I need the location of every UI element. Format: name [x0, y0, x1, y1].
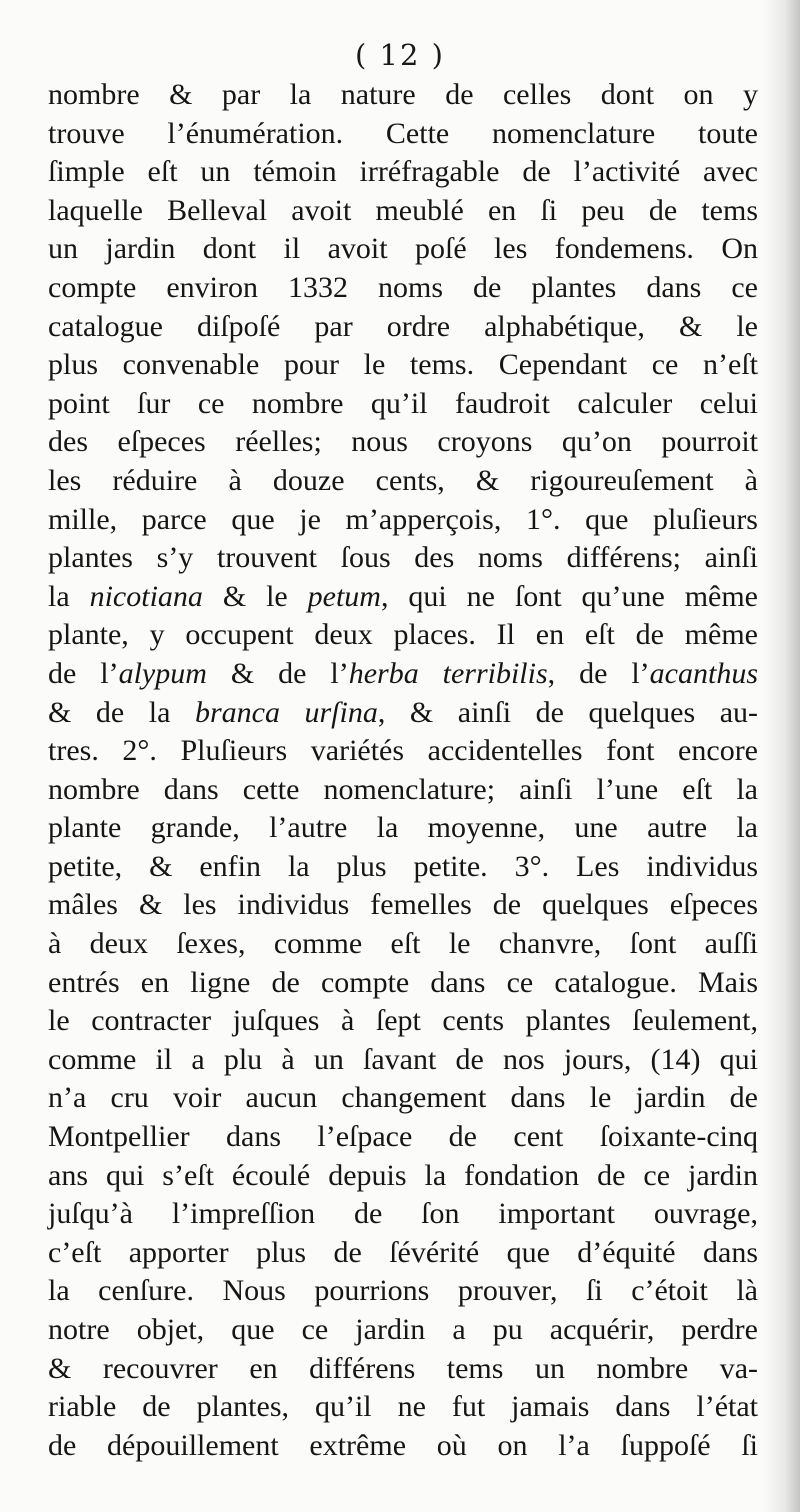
text-line [48, 1311, 758, 1350]
text-segment: , qui ne ſont qu’une même [380, 579, 758, 613]
text-segment: de l’ [48, 656, 119, 690]
text-segment: plus convenable pour le tems. Cependant ce n’eſt [48, 348, 758, 382]
text-segment: les réduire à douze cents, & rigoureuſement à [48, 463, 758, 497]
text-line [48, 925, 758, 964]
text-line [48, 964, 758, 1003]
text-segment: mâles & les individus femelles de quelques eſpeces [48, 888, 758, 922]
text-line [48, 1427, 758, 1466]
text-segment: nombre & par la nature de celles dont on y [48, 78, 758, 111]
text-line [48, 501, 758, 540]
text-segment: tres. 2°. Pluſieurs variétés accidentelles font encore [48, 734, 758, 768]
text-line [48, 385, 758, 424]
text-segment: compte environ 1332 noms de plantes dans ce [48, 270, 758, 304]
text-segment: plante grande, l’autre la moyenne, une autre la [48, 811, 758, 845]
text-segment: , de l’ [547, 656, 650, 690]
text-line [48, 809, 758, 848]
text-segment: & recouvrer en différens tems un nombre va- [48, 1351, 758, 1385]
text-line [48, 732, 758, 771]
text-line [48, 1388, 758, 1427]
text-line [48, 1079, 758, 1118]
body-text [48, 76, 758, 1465]
page-number: ( 12 ) [355, 38, 445, 72]
text-segment: laquelle Belleval avoit meublé en ſi peu de tems [48, 193, 758, 227]
italic-term: branca urſina [194, 695, 378, 729]
text-segment: entrés en ligne de compte dans ce catalogue. Mais [48, 965, 758, 999]
text-segment: n’a cru voir aucun changement dans le jardin de [48, 1081, 758, 1115]
text-line [48, 1041, 758, 1080]
text-line [48, 616, 758, 655]
text-line [48, 1272, 758, 1311]
text-segment: juſqu’à l’impreſſion de ſon important ouvrage, [48, 1197, 758, 1231]
text-line [48, 886, 758, 925]
text-segment: & le [202, 579, 308, 613]
text-line [48, 771, 758, 810]
text-segment: c’eſt apporter plus de ſévérité que d’équité dans [48, 1235, 758, 1269]
text-line [48, 230, 758, 269]
text-segment: des eſpeces réelles; nous croyons qu’on pourroit [48, 425, 758, 459]
page-edge-shadow [762, 0, 800, 1512]
text-segment: petite, & enfin la plus petite. 3°. Les individus [48, 849, 758, 883]
italic-term: acanthus [649, 656, 758, 690]
text-line [48, 1118, 758, 1157]
text-segment: la cenſure. Nous pourrions prouver, ſi c’étoit là [48, 1274, 758, 1308]
italic-term: nicotiana [89, 579, 203, 613]
text-line [48, 346, 758, 385]
text-segment: le contracter juſques à ſept cents plantes ſeulement, [48, 1004, 758, 1038]
text-line [48, 423, 758, 462]
text-segment: un jardin dont il avoit poſé les fondemens. On [48, 232, 758, 266]
text-segment: de dépouillement extrême où on l’a ſuppoſé ſi [48, 1428, 758, 1462]
text-line [48, 1234, 758, 1273]
text-segment: nombre dans cette nomenclature; ainſi l’une eſt la [48, 772, 758, 806]
text-line [48, 269, 758, 308]
text-segment: la [48, 579, 90, 613]
italic-term: alypum [118, 656, 207, 690]
text-line [48, 848, 758, 887]
text-line [48, 76, 758, 115]
text-line [48, 655, 758, 694]
text-segment: & de la [48, 695, 195, 729]
text-line [48, 694, 758, 733]
text-line [48, 192, 758, 231]
text-line [48, 115, 758, 154]
text-line [48, 462, 758, 501]
text-line [48, 539, 758, 578]
text-line [48, 578, 758, 617]
text-segment: plantes s’y trouvent ſous des noms différens; ainſi [48, 541, 758, 575]
text-segment: trouve l’énumération. Cette nomenclature toute [48, 116, 758, 150]
text-segment: plante, y occupent deux places. Il en eſt de même [48, 618, 758, 652]
text-line [48, 153, 758, 192]
text-line [48, 1350, 758, 1389]
text-line [48, 1002, 758, 1041]
text-segment: , & ainſi de quelques au- [377, 695, 758, 729]
text-segment: & de l’ [206, 656, 349, 690]
text-segment: point ſur ce nombre qu’il faudroit calculer celui [48, 386, 758, 420]
text-segment: ans qui s’eſt écoulé depuis la fondation de ce jardin [48, 1158, 758, 1192]
text-segment: notre objet, que ce jardin a pu acquérir, perdre [48, 1313, 758, 1346]
text-line [48, 1157, 758, 1196]
text-segment: à deux ſexes, comme eſt le chanvre, ſont auſſi [48, 927, 758, 961]
text-segment: riable de plantes, qu’il ne fut jamais dans l’état [48, 1390, 758, 1424]
text-line [48, 308, 758, 347]
text-segment: Montpellier dans l’eſpace de cent ſoixante-cinq [48, 1120, 758, 1154]
text-segment: comme il a plu à un ſavant de nos jours, (14) qui [48, 1042, 758, 1076]
italic-term: herba terribilis [348, 656, 548, 690]
text-segment: catalogue diſpoſé par ordre alphabétique, & le [48, 309, 758, 343]
text-segment: mille, parce que je m’apperçois, 1°. que pluſieurs [48, 502, 758, 536]
italic-term: petum [307, 579, 381, 613]
text-segment: ſimple eſt un témoin irréfragable de l’activité avec [48, 155, 758, 189]
text-line [48, 1195, 758, 1234]
